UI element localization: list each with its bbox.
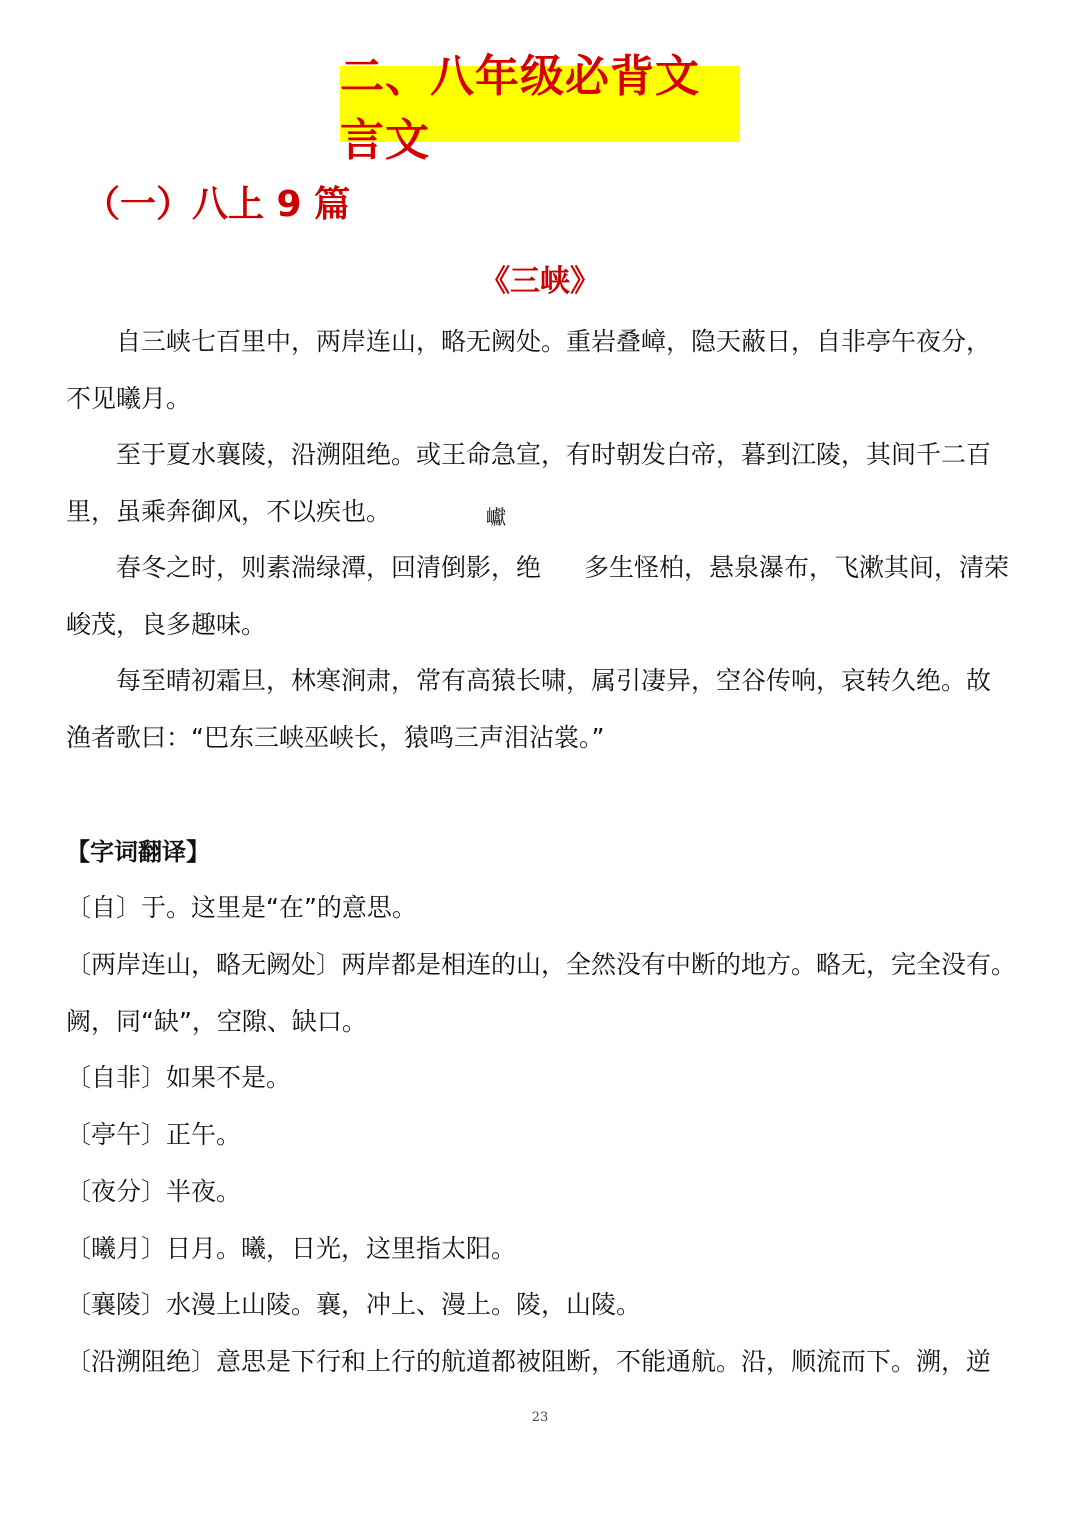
passage-line: 渔者歌曰：“巴东三峡巫峡长，猿鸣三声泪沾裳。” — [66, 723, 605, 752]
gloss-item: 〔两岸连山，略无阙处〕两岸都是相连的山，全然没有中断的地方。略无，完全没有。 — [66, 950, 1017, 979]
gloss-item: 〔自〕于。这里是“在”的意思。 — [66, 893, 417, 922]
gloss-item: 〔曦月〕日月。曦，日光，这里指太阳。 — [66, 1234, 517, 1263]
gloss-item: 〔沿溯阻绝〕意思是下行和上行的航道都被阻断，不能通航。沿，顺流而下。溯，逆 — [66, 1347, 992, 1376]
annotation-char: 巘 — [486, 505, 506, 529]
gloss-heading: 【字词翻译】 — [66, 838, 210, 866]
gloss-item: 〔亭午〕正午。 — [66, 1120, 242, 1149]
passage-line: 至于夏水襄陵，沿溯阻绝。或王命急宣，有时朝发白帝，暮到江陵，其间千二百 — [116, 440, 992, 469]
passage-line: 多生怪柏，悬泉瀑布，飞漱其间，清荣 — [584, 553, 1010, 582]
gloss-item: 〔夜分〕半夜。 — [66, 1177, 242, 1206]
gloss-item: 阙，同“缺”，空隙、缺口。 — [66, 1007, 367, 1036]
passage-line: 春冬之时，则素湍绿潭，回清倒影，绝 — [116, 553, 542, 582]
passage-line: 不见曦月。 — [66, 384, 192, 413]
passage-line: 自三峡七百里中，两岸连山，略无阙处。重岩叠嶂，隐天蔽日，自非亭午夜分， — [116, 327, 992, 356]
section-heading: （一）八上 9 篇 — [84, 184, 351, 225]
gloss-item: 〔自非〕如果不是。 — [66, 1063, 292, 1092]
passage-line: 每至晴初霜旦，林寒涧肃，常有高猿长啸，属引凄异，空谷传响，哀转久绝。故 — [116, 666, 992, 695]
main-title: 二、八年级必背文言文 — [340, 66, 740, 142]
article-title: 《三峡》 — [480, 264, 600, 299]
passage-line: 峻茂，良多趣味。 — [66, 610, 267, 639]
page-number: 23 — [531, 1410, 549, 1425]
gloss-item: 〔襄陵〕水漫上山陵。襄，冲上、漫上。陵，山陵。 — [66, 1290, 642, 1319]
passage-line: 里，虽乘奔御风，不以疾也。 — [66, 497, 392, 526]
